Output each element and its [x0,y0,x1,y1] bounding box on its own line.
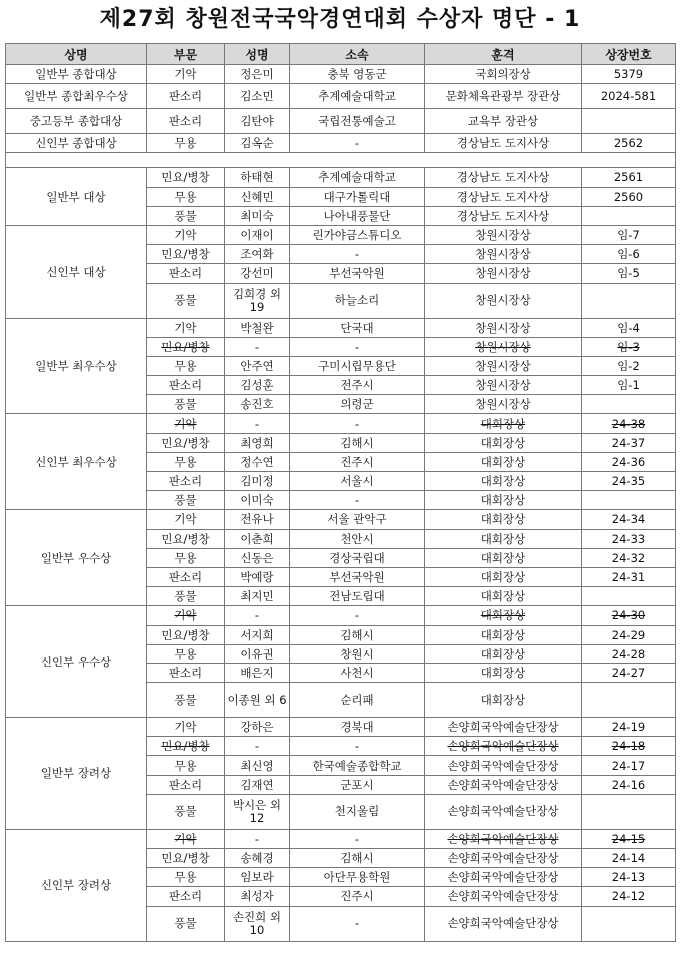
category-cell: 민요/병창 [147,737,225,756]
name-cell: 박예랑 [225,567,290,586]
award-group-cell: 일반부 대상 [6,168,147,226]
honor-cell: 손양희국악예술단장상 [425,737,582,756]
affiliation-cell: 서울 관악구 [290,510,425,529]
name-cell: - [225,737,290,756]
honor-cell: 대회장상 [425,452,582,471]
affiliation-cell: 하늘소리 [290,283,425,318]
header-cert-number: 상장번호 [582,44,676,65]
cert-number-cell [582,794,676,829]
affiliation-cell: 김해시 [290,433,425,452]
cert-number-cell: 임-4 [582,318,676,337]
category-cell: 무용 [147,187,225,206]
honor-cell: 손양희국악예술단장상 [425,849,582,868]
category-cell: 풍물 [147,906,225,941]
header-name: 성명 [225,44,290,65]
category-cell: 판소리 [147,84,225,109]
category-cell: 판소리 [147,376,225,395]
honor-cell: 창원시장상 [425,395,582,414]
award-group-cell: 신인부 최우수상 [6,414,147,510]
award-group-cell: 일반부 최우수상 [6,318,147,414]
affiliation-cell: 사천시 [290,663,425,682]
honor-cell: 손양희국악예술단장상 [425,756,582,775]
affiliation-cell: 부선국악원 [290,264,425,283]
affiliation-cell: 국립전통예술고 [290,109,425,134]
name-cell: 정은미 [225,65,290,84]
name-cell: 최신영 [225,756,290,775]
name-cell: 김탄야 [225,109,290,134]
cert-number-cell: 24-17 [582,756,676,775]
affiliation-cell: - [290,245,425,264]
category-cell: 기악 [147,606,225,625]
spacer-cell [6,153,676,168]
award-group-cell: 일반부 우수상 [6,510,147,606]
category-cell: 판소리 [147,663,225,682]
honor-cell: 대회장상 [425,683,582,718]
category-cell: 기악 [147,829,225,848]
name-cell: 이춘희 [225,529,290,548]
affiliation-cell: 부선국악원 [290,567,425,586]
name-cell: 안주연 [225,356,290,375]
category-cell: 민요/병창 [147,245,225,264]
affiliation-cell: 천지울림 [290,794,425,829]
category-cell: 풍물 [147,587,225,606]
honor-cell: 창원시장상 [425,318,582,337]
name-cell: 하태현 [225,168,290,187]
honor-cell: 대회장상 [425,529,582,548]
page-title: 제27회 창원전국국악경연대회 수상자 명단 - 1 [99,7,581,32]
honor-cell: 대회장상 [425,606,582,625]
category-cell: 풍물 [147,794,225,829]
affiliation-cell: 한국예술종합학교 [290,756,425,775]
table-row [6,510,676,529]
cert-number-cell: 임-6 [582,245,676,264]
name-cell: 최지민 [225,587,290,606]
cert-number-cell: 2024-581 [582,84,676,109]
category-cell: 풍물 [147,683,225,718]
category-cell: 판소리 [147,472,225,491]
name-cell: 최성자 [225,887,290,906]
name-cell: 강하은 [225,718,290,737]
table-row [6,414,676,433]
category-cell: 판소리 [147,775,225,794]
award-group-cell: 일반부 장려상 [6,718,147,830]
affiliation-cell: 추계예술대학교 [290,168,425,187]
cert-number-cell: 24-32 [582,548,676,567]
award-cell: 신인부 종합대상 [6,134,147,153]
name-cell: 김재연 [225,775,290,794]
cert-number-cell: 24-35 [582,472,676,491]
award-cell: 일반부 종합최우수상 [6,84,147,109]
category-cell: 풍물 [147,206,225,225]
table-row [6,168,676,187]
cert-number-cell: 24-15 [582,829,676,848]
cert-number-cell: 24-31 [582,567,676,586]
name-cell: 이유권 [225,644,290,663]
cert-number-cell: 2561 [582,168,676,187]
honor-cell: 창원시장상 [425,225,582,244]
cert-number-cell: 24-18 [582,737,676,756]
category-cell: 민요/병창 [147,849,225,868]
award-group-cell: 신인부 우수상 [6,606,147,718]
name-cell: 신혜민 [225,187,290,206]
name-cell: 송진호 [225,395,290,414]
honor-cell: 창원시장상 [425,245,582,264]
honor-cell: 경상남도 도지사상 [425,206,582,225]
cert-number-cell [582,395,676,414]
name-cell: 정수연 [225,452,290,471]
affiliation-cell: 의령군 [290,395,425,414]
cert-number-cell: 임-2 [582,356,676,375]
honor-cell: 손양희국악예술단장상 [425,868,582,887]
category-cell: 풍물 [147,395,225,414]
cert-number-cell: 24-29 [582,625,676,644]
honor-cell: 대회장상 [425,433,582,452]
affiliation-cell: 전주시 [290,376,425,395]
category-cell: 기악 [147,718,225,737]
table-row [6,225,676,244]
affiliation-cell: - [290,906,425,941]
category-cell: 민요/병창 [147,625,225,644]
honor-cell: 교육부 장관상 [425,109,582,134]
cert-number-cell [582,109,676,134]
name-cell: 최미숙 [225,206,290,225]
cert-number-cell: 2560 [582,187,676,206]
honor-cell: 대회장상 [425,663,582,682]
category-cell: 무용 [147,356,225,375]
name-cell: 김성훈 [225,376,290,395]
name-cell: 이종원 외 6 [225,683,290,718]
affiliation-cell: 린가야금스튜디오 [290,225,425,244]
award-cell: 중고등부 종합대상 [6,109,147,134]
name-cell: 김소민 [225,84,290,109]
name-cell: 서지희 [225,625,290,644]
honor-cell: 대회장상 [425,548,582,567]
honor-cell: 창원시장상 [425,376,582,395]
cert-number-cell: 24-12 [582,887,676,906]
honor-cell: 경상남도 도지사상 [425,187,582,206]
honor-cell: 대회장상 [425,625,582,644]
honor-cell: 대회장상 [425,491,582,510]
category-cell: 판소리 [147,109,225,134]
name-cell: 이재이 [225,225,290,244]
cert-number-cell: 24-13 [582,868,676,887]
name-cell: 송혜경 [225,849,290,868]
cert-number-cell: 임-1 [582,376,676,395]
header-affiliation: 소속 [290,44,425,65]
cert-number-cell: 24-38 [582,414,676,433]
honor-cell: 경상남도 도지사상 [425,168,582,187]
cert-number-cell: 24-30 [582,606,676,625]
cert-number-cell: 임-7 [582,225,676,244]
honor-cell: 경상남도 도지사상 [425,134,582,153]
category-cell: 기악 [147,225,225,244]
spacer-row [6,153,676,168]
cert-number-cell: 24-36 [582,452,676,471]
affiliation-cell: 천안시 [290,529,425,548]
category-cell: 무용 [147,452,225,471]
honor-cell: 손양희국악예술단장상 [425,718,582,737]
table-row [6,84,676,109]
name-cell: - [225,829,290,848]
category-cell: 기악 [147,65,225,84]
affiliation-cell: 나아내풍물단 [290,206,425,225]
name-cell: 김미정 [225,472,290,491]
category-cell: 무용 [147,644,225,663]
affiliation-cell: 순리패 [290,683,425,718]
affiliation-cell: - [290,829,425,848]
name-cell: 김희경 외 19 [225,283,290,318]
affiliation-cell: 충북 영동군 [290,65,425,84]
honor-cell: 대회장상 [425,567,582,586]
category-cell: 기악 [147,414,225,433]
honor-cell: 손양희국악예술단장상 [425,906,582,941]
affiliation-cell: 서울시 [290,472,425,491]
name-cell: 전유나 [225,510,290,529]
name-cell: 강선미 [225,264,290,283]
honor-cell: 대회장상 [425,587,582,606]
honor-cell: 대회장상 [425,510,582,529]
category-cell: 민요/병창 [147,529,225,548]
honor-cell: 창원시장상 [425,337,582,356]
cert-number-cell: 24-19 [582,718,676,737]
award-cell: 일반부 종합대상 [6,65,147,84]
affiliation-cell: 단국대 [290,318,425,337]
category-cell: 기악 [147,510,225,529]
cert-number-cell: 24-28 [582,644,676,663]
affiliation-cell: 군포시 [290,775,425,794]
category-cell: 판소리 [147,567,225,586]
name-cell: 배은지 [225,663,290,682]
honor-cell: 대회장상 [425,472,582,491]
cert-number-cell: 2562 [582,134,676,153]
honor-cell: 문화체육관광부 장관상 [425,84,582,109]
category-cell: 판소리 [147,264,225,283]
affiliation-cell: 아단무용학원 [290,868,425,887]
affiliation-cell: - [290,606,425,625]
cert-number-cell: 임-3 [582,337,676,356]
category-cell: 민요/병창 [147,337,225,356]
cert-number-cell: 임-5 [582,264,676,283]
award-group-cell: 신인부 대상 [6,225,147,318]
honor-cell: 손양희국악예술단장상 [425,887,582,906]
affiliation-cell: 창원시 [290,644,425,663]
name-cell: - [225,606,290,625]
name-cell: 김옥순 [225,134,290,153]
header-honor: 훈격 [425,44,582,65]
table-row [6,318,676,337]
header-row [6,44,676,65]
affiliation-cell: 구미시립무용단 [290,356,425,375]
affiliation-cell: 김해시 [290,625,425,644]
category-cell: 무용 [147,868,225,887]
honor-cell: 대회장상 [425,644,582,663]
category-cell: 민요/병창 [147,168,225,187]
name-cell: 박시은 외 12 [225,794,290,829]
name-cell: 조여화 [225,245,290,264]
honor-cell: 국회의장상 [425,65,582,84]
honor-cell: 대회장상 [425,414,582,433]
category-cell: 무용 [147,548,225,567]
affiliation-cell: - [290,491,425,510]
name-cell: - [225,337,290,356]
category-cell: 무용 [147,756,225,775]
cert-number-cell: 24-27 [582,663,676,682]
affiliation-cell: - [290,414,425,433]
cert-number-cell: 24-14 [582,849,676,868]
honor-cell: 창원시장상 [425,356,582,375]
honor-cell: 손양희국악예술단장상 [425,794,582,829]
cert-number-cell [582,491,676,510]
affiliation-cell: 진주시 [290,452,425,471]
table-row [6,829,676,848]
name-cell: - [225,414,290,433]
cert-number-cell [582,206,676,225]
award-group-cell: 신인부 장려상 [6,829,147,941]
category-cell: 민요/병창 [147,433,225,452]
name-cell: 이미숙 [225,491,290,510]
header-award: 상명 [6,44,147,65]
affiliation-cell: 김해시 [290,849,425,868]
affiliation-cell: 경북대 [290,718,425,737]
awards-table [5,43,676,942]
cert-number-cell: 24-33 [582,529,676,548]
honor-cell: 손양희국악예술단장상 [425,829,582,848]
affiliation-cell: 추계예술대학교 [290,84,425,109]
cert-number-cell [582,587,676,606]
name-cell: 박철완 [225,318,290,337]
honor-cell: 창원시장상 [425,283,582,318]
table-row [6,606,676,625]
cert-number-cell [582,283,676,318]
affiliation-cell: - [290,337,425,356]
table-row [6,718,676,737]
cert-number-cell: 5379 [582,65,676,84]
table-body [6,65,676,942]
honor-cell: 창원시장상 [425,264,582,283]
affiliation-cell: 경상국립대 [290,548,425,567]
cert-number-cell [582,906,676,941]
name-cell: 신동은 [225,548,290,567]
table-row [6,109,676,134]
category-cell: 무용 [147,134,225,153]
category-cell: 판소리 [147,887,225,906]
affiliation-cell: 진주시 [290,887,425,906]
name-cell: 최영희 [225,433,290,452]
cert-number-cell: 24-34 [582,510,676,529]
header-category: 부문 [147,44,225,65]
cert-number-cell [582,683,676,718]
table-row [6,134,676,153]
name-cell: 임보라 [225,868,290,887]
name-cell: 손진희 외 10 [225,906,290,941]
affiliation-cell: - [290,134,425,153]
honor-cell: 손양희국악예술단장상 [425,775,582,794]
category-cell: 풍물 [147,491,225,510]
cert-number-cell: 24-16 [582,775,676,794]
affiliation-cell: 대구가톨릭대 [290,187,425,206]
category-cell: 풍물 [147,283,225,318]
category-cell: 기악 [147,318,225,337]
affiliation-cell: 전남도립대 [290,587,425,606]
table-row [6,65,676,84]
cert-number-cell: 24-37 [582,433,676,452]
affiliation-cell: - [290,737,425,756]
